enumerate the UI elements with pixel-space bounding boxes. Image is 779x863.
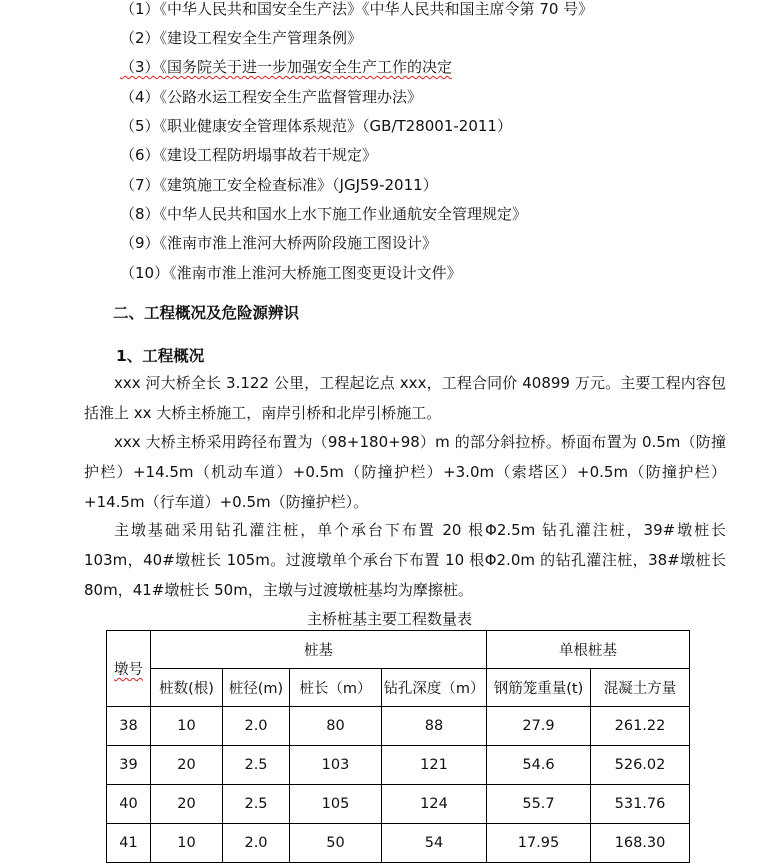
paragraph-overview: xxx 河大桥全长 3.122 公里，工程起讫点 xxx，工程合同价 40899 万元。主要工程内容包括淮上 xx 大桥主桥施工，南岸引桥和北岸引桥施工。 [84,374,726,422]
table-cell: 40 [107,785,151,824]
table-cell: 2.0 [223,707,290,746]
group-header-single-pile: 单根桩基 [487,631,690,669]
table-cell: 526.02 [591,746,690,785]
table-cell: 261.22 [591,707,690,746]
column-header: 桩径(m) [223,669,290,707]
column-header: 钻孔深度（m） [382,669,487,707]
table-row [107,824,690,863]
table-cell: 54.6 [487,746,591,785]
reference-item: （5）《职业健康安全管理体系规范》（GB/T28001-2011） [120,117,512,135]
reference-item: （9）《淮南市淮上淮河大桥两阶段施工图设计》 [120,234,438,252]
table-cell: 105 [290,785,382,824]
table-cell: 531.76 [591,785,690,824]
subsection-heading: 1、工程概况 [116,347,205,365]
pile-quantity-table [106,630,690,863]
table-cell: 124 [382,785,487,824]
table-cell: 10 [151,824,223,863]
reference-item: （10）《淮南市淮上淮河大桥施工图变更设计文件》 [120,264,462,282]
table-cell: 121 [382,746,487,785]
table-cell: 2.5 [223,785,290,824]
reference-text: （3）《国务院关于进一步加强安全生产工作的决定 [120,58,453,76]
column-header: 混凝土方量 [591,669,690,707]
table-cell: 17.95 [487,824,591,863]
reference-item [120,57,452,77]
table-cell: 39 [107,746,151,785]
table-cell: 2.5 [223,746,290,785]
table-cell: 103 [290,746,382,785]
paragraph-foundation: 主墩基础采用钻孔灌注桩，单个承台下布置 20 根Φ2.5m 钻孔灌注桩，39#墩桩长 103m，40#墩桩长 105m。过渡墩单个承台下布置 10 根Φ2.0m 的钻孔灌注桩，38#墩桩长 80m，41#墩桩长 50m，主墩与过渡墩桩基均为摩擦桩。 [84,521,726,599]
reference-item: （8）《中华人民共和国水上水下施工作业通航安全管理规定》 [120,205,528,223]
table-caption: 主桥桩基主要工程数量表 [306,610,472,628]
reference-item: （6）《建设工程防坍塌事故若干规定》 [120,146,378,164]
column-header: 桩数(根) [151,669,223,707]
table-cell: 38 [107,707,151,746]
table-cell: 55.7 [487,785,591,824]
table-row [107,707,690,746]
table-cell: 41 [107,824,151,863]
section-heading: 二、工程概况及危险源辨识 [113,304,300,322]
table-cell: 168.30 [591,824,690,863]
table-cell: 54 [382,824,487,863]
table-header-row [107,669,690,707]
column-header: 桩长（m） [290,669,382,707]
table-row [107,785,690,824]
table-cell: 80 [290,707,382,746]
reference-item: （7）《建筑施工安全检查标准》（JGJ59-2011） [120,176,438,194]
paragraph-span-layout: xxx 大桥主桥采用跨径布置为（98+180+98）m 的部分斜拉桥。桥面布置为 0.5m（防撞护栏）+14.5m（机动车道）+0.5m（防撞护栏）+3.0m（索塔区）+0.5m（防撞护栏）+14.5m（行车道）+0.5m（防撞护栏）。 [84,433,726,511]
reference-item: （1）《中华人民共和国安全生产法》《中华人民共和国主席令第 70 号》 [120,0,594,18]
table-cell: 10 [151,707,223,746]
group-header-pile: 桩基 [151,631,487,669]
table-cell: 88 [382,707,487,746]
column-header: 钢筋笼重量(t) [487,669,591,707]
table-cell: 20 [151,746,223,785]
table-cell: 2.0 [223,824,290,863]
reference-item: （4）《公路水运工程安全生产监督管理办法》 [120,88,423,106]
table-cell: 50 [290,824,382,863]
table-cell: 27.9 [487,707,591,746]
pier-header: 墩号 [107,631,151,707]
reference-item: （2）《建设工程安全生产管理条例》 [120,29,363,47]
table-row [107,746,690,785]
table-cell: 20 [151,785,223,824]
table-header-row [107,631,690,669]
